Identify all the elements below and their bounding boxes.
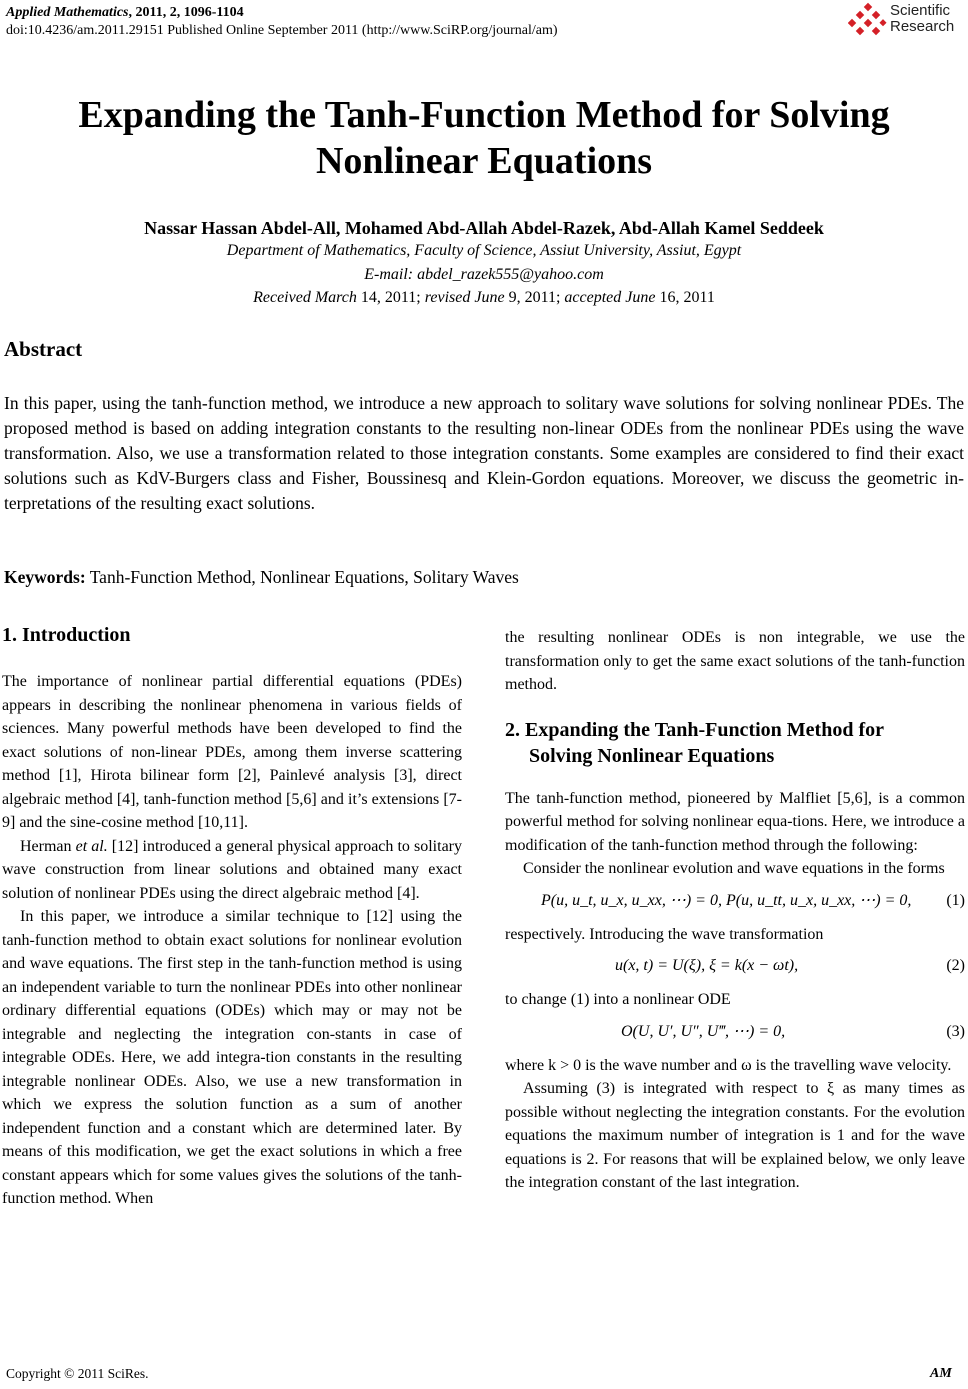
left-column — [2, 622, 462, 1211]
doi-line: doi:10.4236/am.2011.29151 Published Online September 2011 (http://www.SciRP.org/journal/am) — [6, 23, 558, 38]
affiliation: Department of Mathematics, Faculty of Science, Assiut University, Assiut, Egypt — [226, 242, 742, 259]
paragraph: The tanh-function method, pioneered by Malfliet [5,6], is a common powerful method for solving nonlinear equa-tions. Here, we introduce a modification of the tanh-function method through the following: — [505, 789, 965, 854]
abstract-heading: Abstract — [4, 337, 83, 361]
paragraph: where k > 0 is the wave number and ω is the travelling wave velocity. — [505, 1056, 952, 1074]
equation-1: P(u, u_t, u_x, u_xx, ⋯) = 0, P(u, u_tt, u_x, u_xx, ⋯) = 0, (1) — [505, 887, 965, 915]
abstract-text: In this paper, using the tanh-function method, we introduce a new approach to solitary wave solutions for solving nonlinear PDEs. The proposed method is based on adding integration constants to the resulting non-linear ODEs from the nonlinear PDEs using the wave transformation. Also, we use a transformation related to those integration constants. Some examples are considered to find their exact solutions such as KdV-Burgers class and Fisher, Boussinesq and Klein-Gordon equations. Moreover, we discuss the geometric in-terpretations of the resulting exact solutions. — [4, 393, 964, 513]
section-heading-introduction: 1. Introduction — [2, 624, 131, 646]
contact-email: E-mail: abdel_razek555@yahoo.com — [364, 266, 604, 283]
keywords — [4, 567, 519, 588]
paragraph: to change (1) into a nonlinear ODE — [505, 991, 731, 1008]
paragraph: Herman et al. [12] introduced a general physical approach to solitary wave construction from linear solutions and obtained many exact solution of nonlinear PDEs using the direct algebraic method [4]. — [2, 837, 463, 902]
equation-number: (2) — [946, 957, 965, 974]
journal-volume: , 2011, 2, 1096-1104 — [128, 5, 244, 20]
keywords-label: Keywords: — [4, 567, 86, 587]
submission-dates: Received March 14, 2011; revised June 9, 2011; accepted June 16, 2011 — [253, 289, 715, 306]
paragraph: In this paper, we introduce a similar technique to [12] using the tanh-function method to obtain exact solutions for nonlinear evolution and wave equations. The first step in the tanh-function method is using an independent variable to turn the nonlinear PDEs into other nonlinear ordinary differential equations (ODEs) which may or may not be integrable and neglecting the integration con-stants in case of integrable ODEs. Here, we add integra-tion constants in the resulting integrable nonlinear ODEs. Also, we use a new transformation in which we express the solution function as a sum of another independent function and a constant which are determined later. By means of this modification, we get the exact solutions in which a free constant appears which for some values gives the solutions of the tanh-function method. When — [2, 908, 462, 1207]
scirp-diamond-icon — [848, 2, 888, 40]
paragraph: the resulting nonlinear ODEs is non integrable, we use the transformation only to get the same exact solutions of the tanh-function method. — [505, 629, 965, 693]
equation-number: (3) — [946, 1022, 965, 1040]
keywords-text: Tanh-Function Method, Nonlinear Equations, Solitary Waves — [85, 567, 519, 587]
journal-abbrev: AM — [930, 1366, 952, 1381]
paragraph: respectively. Introducing the wave transformation — [505, 925, 824, 943]
journal-citation — [6, 4, 244, 21]
right-column — [505, 626, 965, 1195]
author-list: Nassar Hassan Abdel-All, Mohamed Abd-Allah Abdel-Razek, Abd-Allah Kamel Seddeek — [144, 218, 824, 238]
copyright-footer: Copyright © 2011 SciRes. — [6, 1366, 149, 1381]
paragraph: Assuming (3) is integrated with respect to ξ as many times as possible without neglecting the integration constants. For the evolution equations the maximum number of integration is 1 and for the wave equations is 2. For reasons that will be explained below, we only leave the integration constant of the last integration. — [505, 1080, 965, 1191]
publisher-name: Scientific Research — [890, 2, 955, 35]
paragraph: The importance of nonlinear partial differential equations (PDEs) appears in describing the nonlinear phenomena in various fields of sciences. Many powerful methods have been developed to find the exact solutions of non-linear PDEs, among them inverse scattering method [1], Hirota bilinear form [2], Painlevé analysis [3], direct algebraic method [4], tanh-function method [5,6] and it’s extensions [7-9] and the sine-cosine method [10,11]. — [2, 673, 462, 831]
section-heading-expanding: 2. Expanding the Tanh-Function Method for Solving Nonlinear Equations — [505, 718, 884, 767]
equation-3: O(U, U′, U″, U‴, ⋯) = 0, (3) — [505, 1018, 965, 1046]
journal-name: Applied Mathematics — [6, 5, 129, 20]
equation-number: (1) — [946, 891, 965, 909]
paper-title: Expanding the Tanh-Function Method for Solving Nonlinear Equations — [78, 94, 890, 182]
equation-2: u(x, t) = U(ξ), ξ = k(x − ωt), (2) — [505, 952, 965, 980]
publisher-logo — [848, 2, 968, 42]
paragraph: Consider the nonlinear evolution and wave equations in the forms — [523, 860, 945, 877]
